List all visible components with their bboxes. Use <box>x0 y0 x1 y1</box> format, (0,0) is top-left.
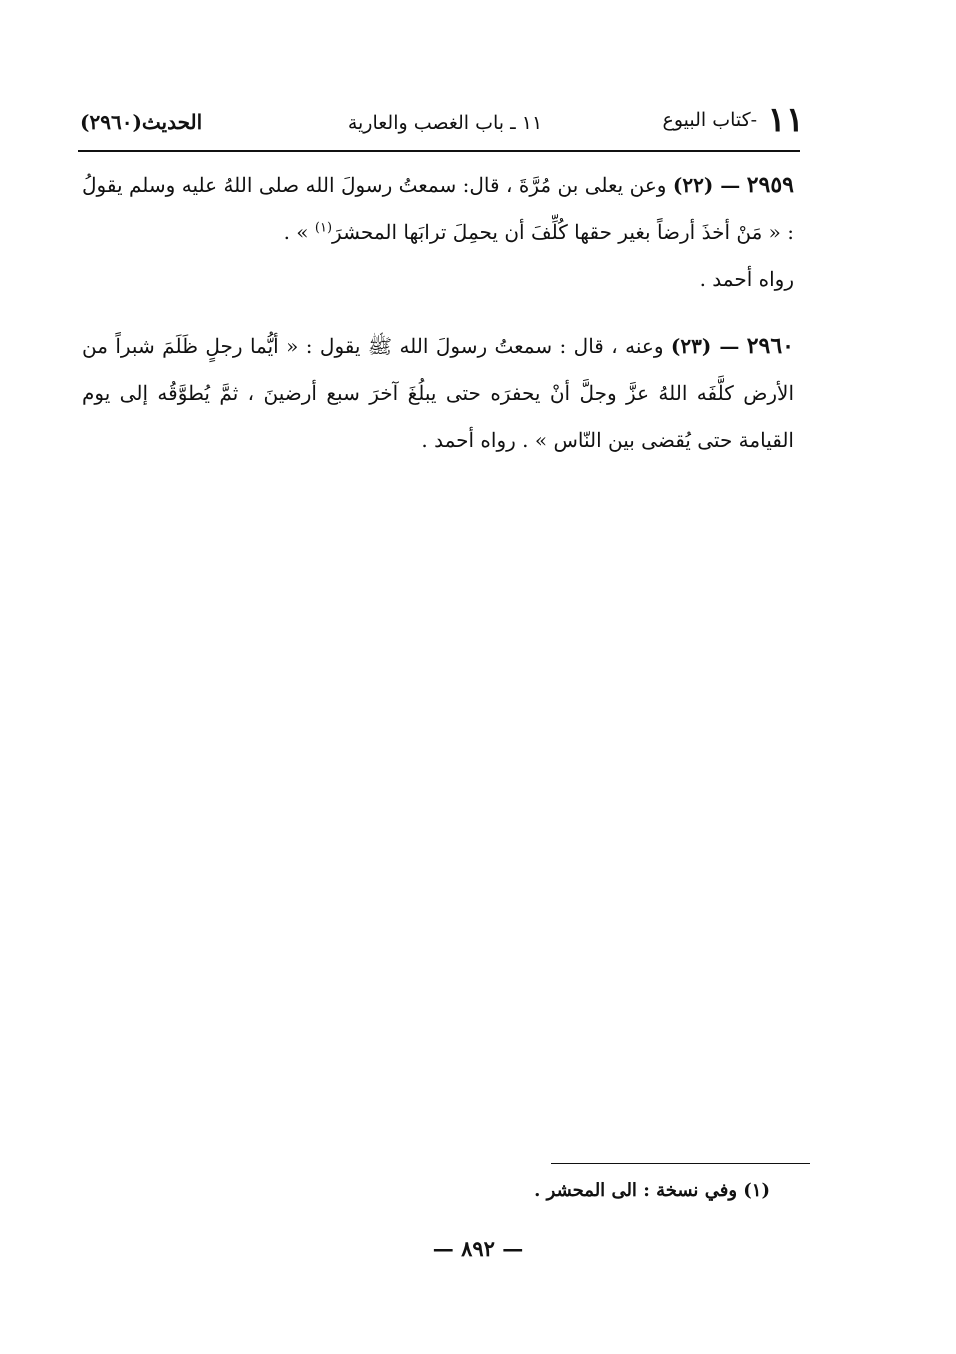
main-text <box>82 162 794 484</box>
hadith-2960 <box>82 323 794 464</box>
volume-number: ١١ <box>767 100 804 140</box>
running-head-book <box>663 100 805 140</box>
hadith-number: ٢٩٥٩ <box>746 172 794 198</box>
footnote-divider <box>551 1163 810 1164</box>
hadith-number: ٢٩٦٠ <box>746 333 794 359</box>
page-number: — ٨٩٢ — <box>432 1236 524 1261</box>
footnote: (١) وفي نسخة : الى المحشر . <box>534 1180 770 1201</box>
header-divider <box>78 150 800 152</box>
chapter-title: ١١ ـ باب الغصب والعارية <box>347 112 543 134</box>
hadith-range: الحديث(٢٩٦٠) <box>80 110 203 134</box>
hadith-ref: — (٢٣) <box>670 334 740 358</box>
footnote-marker: (١) <box>314 220 333 236</box>
page-header <box>80 100 804 150</box>
hadith-text: وعن يعلى بن مُرَّةَ ، قال: سمعتُ رسولَ الله صلى اللهُ عليه وسلم يقولُ : « مَنْ أخذَ أرضاً بغير حقها كُلِّفَ أن يحمِلَ ترابَها المحشرَ <box>82 173 794 244</box>
book-title: -كتاب البيوع <box>662 109 758 131</box>
hadith-ref: — (٢٢) <box>672 173 741 197</box>
hadith-text-end: » . <box>283 220 309 244</box>
hadith-2959 <box>82 162 794 303</box>
hadith-text: وعنه ، قال : سمعتُ رسولَ الله ﷺ يقول : « أيُّما رجلٍ ظَلَمَ شبراً من الأرض كلَّفَه اللهُ عزَّ وجلَّ أنْ يحفرَه حتى يبلُغَ آخرَ سبع أرضينَ ، ثمَّ يُطوَّقُه إلى يوم القيامة حتى يُقضى بين النّاس » . رواه أحمد . <box>82 334 794 452</box>
hadith-narration: رواه أحمد . <box>699 267 794 291</box>
